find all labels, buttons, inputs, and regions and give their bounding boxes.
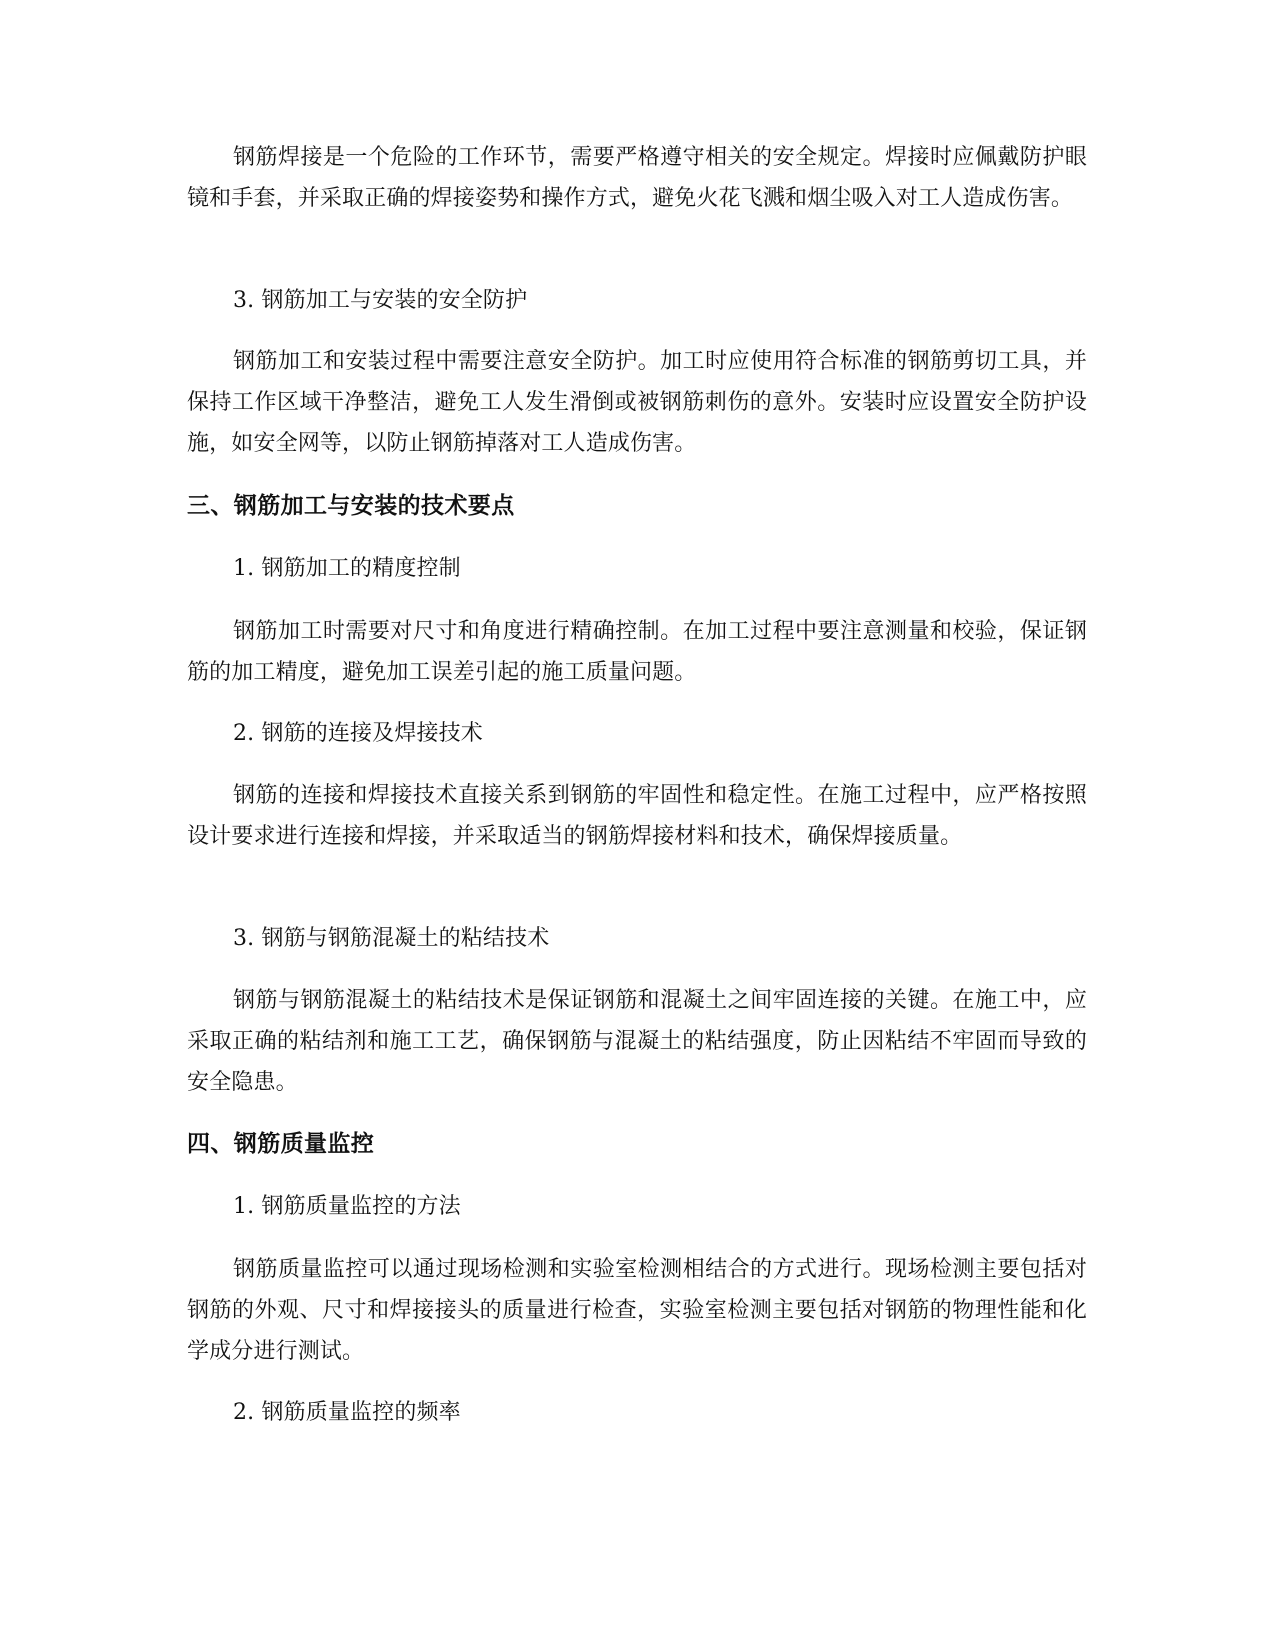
- section-heading-quality-monitoring: 四、钢筋质量监控: [187, 1131, 375, 1157]
- paragraph-bonding: 钢筋与钢筋混凝土的粘结技术是保证钢筋和混凝土之间牢固连接的关键。在施工中，应采取正确的粘结剂和施工工艺，确保钢筋与混凝土的粘结强度，防止因粘结不牢固而导致的安全隐患。: [187, 988, 1087, 1095]
- list-item-precision: 1. 钢筋加工的精度控制: [233, 556, 461, 581]
- paragraph-welding-safety: 钢筋焊接是一个危险的工作环节，需要严格遵守相关的安全规定。焊接时应佩戴防护眼镜和手套，并采取正确的焊接姿势和操作方式，避免火花飞溅和烟尘吸入对工人造成伤害。: [187, 145, 1087, 211]
- paragraph-monitor-method: 钢筋质量监控可以通过现场检测和实验室检测相结合的方式进行。现场检测主要包括对钢筋的外观、尺寸和焊接接头的质量进行检查，实验室检测主要包括对钢筋的物理性能和化学成分进行测试。: [187, 1257, 1087, 1364]
- section-heading-technical-points: 三、钢筋加工与安装的技术要点: [187, 493, 515, 519]
- list-item-processing-safety: 3. 钢筋加工与安装的安全防护: [233, 288, 528, 313]
- list-item-connection: 2. 钢筋的连接及焊接技术: [233, 721, 483, 746]
- list-item-bonding: 3. 钢筋与钢筋混凝土的粘结技术: [233, 926, 550, 951]
- list-item-monitor-frequency: 2. 钢筋质量监控的频率: [233, 1400, 461, 1425]
- paragraph-precision: 钢筋加工时需要对尺寸和角度进行精确控制。在加工过程中要注意测量和校验，保证钢筋的加工精度，避免加工误差引起的施工质量问题。: [187, 619, 1087, 685]
- paragraph-processing-safety: 钢筋加工和安装过程中需要注意安全防护。加工时应使用符合标准的钢筋剪切工具，并保持工作区域干净整洁，避免工人发生滑倒或被钢筋刺伤的意外。安装时应设置安全防护设施，如安全网等，以防止钢筋掉落对工人造成伤害。: [187, 349, 1087, 456]
- list-item-monitor-method: 1. 钢筋质量监控的方法: [233, 1194, 461, 1219]
- paragraph-connection: 钢筋的连接和焊接技术直接关系到钢筋的牢固性和稳定性。在施工过程中，应严格按照设计要求进行连接和焊接，并采取适当的钢筋焊接材料和技术，确保焊接质量。: [187, 783, 1087, 849]
